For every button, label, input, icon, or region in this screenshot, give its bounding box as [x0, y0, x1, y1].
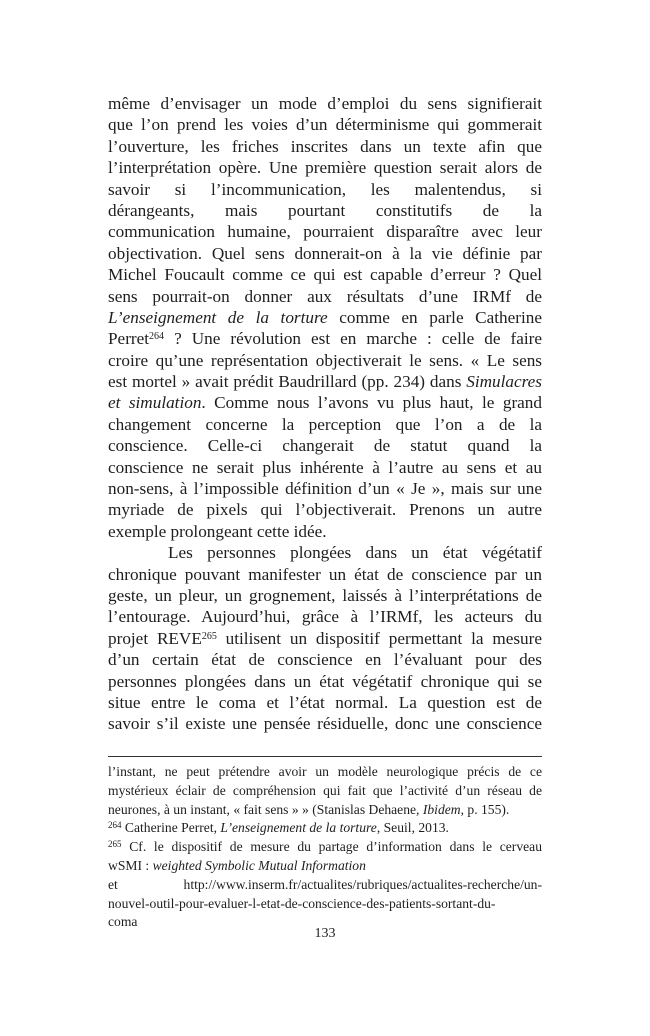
body-line [108, 264, 542, 285]
footnote-line [108, 801, 542, 820]
body-line [108, 221, 542, 242]
body-line [108, 713, 542, 734]
text-run: sens pourrait-on donner aux résultats d’une IRMf de [108, 286, 542, 306]
text-run: l’entourage. Aujourd’hui, grâce à l’IRMf, les acteurs du [108, 607, 542, 627]
text-run: Michel Foucault comme ce qui est capable d’erreur ? Quel [108, 265, 542, 285]
text-run: non-sens, à l’impossible définition d’un « Je », mais sur une [108, 479, 542, 499]
body-line [108, 350, 542, 371]
body-line [108, 435, 542, 456]
body-line [108, 286, 542, 307]
footnote-ref: 265 [108, 839, 122, 850]
text-run: chronique pouvant manifester un état de conscience par un [108, 564, 542, 584]
text-run: dérangeants, mais pourtant constitutifs de la [108, 200, 542, 220]
text-run: changement concerne la perception que l’on a de la [108, 414, 542, 434]
body-line [108, 606, 542, 627]
italic-text: L’enseignement de la torture [220, 820, 377, 836]
footnotes [108, 763, 542, 932]
footnote-line [108, 782, 542, 801]
footnote-separator [108, 756, 542, 757]
text-run: , Seuil, 2013. [376, 820, 449, 836]
italic-text: Ibidem [422, 801, 461, 817]
text-run: situe entre le coma et l’état normal. La question est de [108, 692, 542, 712]
text-run: Catherine Perret, [121, 820, 221, 836]
text-run: objectivation. Quel sens donnerait-on à la vie définie par [108, 243, 542, 263]
footnote-ref: 264 [149, 331, 165, 343]
text-run: croire qu’une représentation objectiverait le sens. « Le sens [108, 350, 542, 370]
footnote-line [108, 763, 542, 782]
text-run: savoir s’il existe une pensée résiduelle, donc une conscience [108, 714, 542, 734]
body-line [108, 200, 542, 221]
body-line [108, 414, 542, 435]
body-line [108, 628, 542, 649]
text-run: Perret [108, 329, 150, 349]
text-run: et http://www.inserm.fr/actualites/rubriques/actualites-recherche/un- [108, 876, 542, 892]
body-line [108, 114, 542, 135]
text-run: nouvel-outil-pour-evaluer-l-etat-de-conscience-des-patients-sortant-du- [108, 895, 496, 911]
footnote-ref: 265 [201, 630, 217, 642]
text-run: coma [108, 914, 138, 930]
text-run: ? Une révolution est en marche : celle de faire [164, 329, 542, 349]
text-run: savoir si l’incommunication, les malentendus, si [108, 179, 542, 199]
italic-text: Simulacres [466, 372, 542, 392]
body-line [108, 307, 542, 328]
page-number: 133 [314, 926, 336, 941]
text-run: conscience ne serait plus inhérente à l’autre au sens et au [108, 457, 542, 477]
body-line [108, 521, 542, 542]
text-run: neurones, à un instant, « fait sens » » (Stanislas Dehaene, [108, 801, 423, 817]
text-run: Cf. le dispositif de mesure du partage d’information dans le cerveau [121, 839, 542, 855]
text-run: l’ouverture, les friches inscrites dans un texte afin que [108, 136, 542, 156]
text-run: Les personnes plongées dans un état végétatif [168, 543, 542, 563]
body-line [108, 371, 542, 392]
text-run: communication humaine, pourraient disparaître avec leur [108, 222, 542, 242]
body-line [108, 243, 542, 264]
body-line [108, 542, 542, 563]
text-run: . Comme nous l’avons vu plus haut, le grand [201, 393, 542, 413]
text-run: est mortel » avait prédit Baudrillard (pp. 234) dans [108, 372, 467, 392]
body-line [108, 671, 542, 692]
text-run: geste, un pleur, un grognement, laissés à l’interprétations de [108, 585, 542, 605]
body-line [108, 499, 542, 520]
text-run: d’un certain état de conscience en l’évaluant pour des [108, 650, 542, 670]
footnote-line [108, 857, 542, 876]
body-line [108, 649, 542, 670]
italic-text: et simulation [108, 393, 202, 413]
footnote-line [108, 819, 542, 838]
body-line [108, 564, 542, 585]
body-line [108, 179, 542, 200]
text-run: mystérieux éclair de compréhension qui fait que l’activité d’un réseau de [108, 782, 542, 798]
text-run: comme en parle Catherine [327, 307, 542, 327]
body-line [108, 392, 542, 413]
footnote-line [108, 895, 542, 914]
body-line [108, 328, 542, 349]
body-line [108, 457, 542, 478]
body-line [108, 157, 542, 178]
body-line [108, 585, 542, 606]
text-run: l’interprétation opère. Une première question serait alors de [108, 158, 542, 178]
body-line [108, 136, 542, 157]
text-run: personnes plongées dans un état végétatif chronique qui se [108, 671, 542, 691]
text-run: myriade de pixels qui l’objectiverait. Prenons un autre [108, 500, 542, 520]
text-run: , p. 155). [460, 801, 510, 817]
body-line [108, 692, 542, 713]
body-text [108, 93, 542, 735]
text-run: que l’on prend les voies d’un déterminisme qui gommerait [108, 115, 542, 135]
body-line [108, 93, 542, 114]
footnote-line [108, 876, 542, 895]
footnote-line [108, 838, 542, 857]
text-run: même d’envisager un mode d’emploi du sens signifierait [108, 94, 542, 113]
text-run: wSMI : [108, 857, 153, 873]
italic-text: L’enseignement de la torture [108, 307, 328, 327]
footnote-ref: 264 [108, 820, 122, 831]
body-line [108, 478, 542, 499]
italic-text: weighted Symbolic Mutual Information [152, 857, 366, 873]
text-run: l’instant, ne peut prétendre avoir un modèle neurologique précis de ce [108, 764, 542, 779]
text-run: projet REVE [108, 628, 202, 648]
text-run: utilisent un dispositif permettant la mesure [216, 628, 542, 648]
text-run: exemple prolongeant cette idée. [108, 521, 327, 541]
text-run: conscience. Celle-ci changerait de statut quand la [108, 436, 542, 456]
